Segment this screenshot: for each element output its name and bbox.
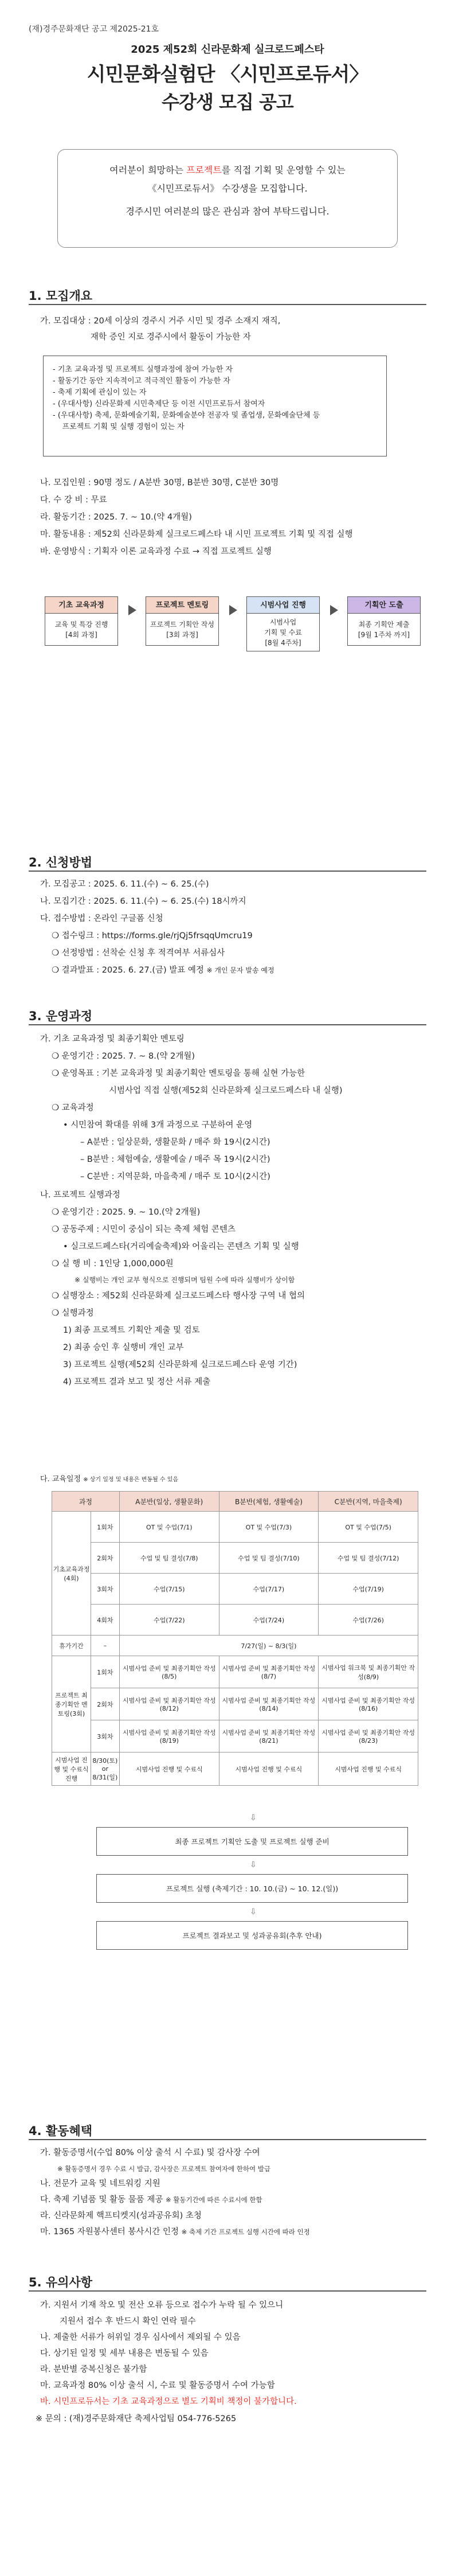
- table-cell: 시범사업 진행 및 수료식: [319, 1753, 418, 1786]
- text-line: 마. 교육과정 80% 이상 출석 시, 수료 및 활동증명서 수여 가능함: [40, 2381, 275, 2390]
- intro-text: 여러분이 희망하는: [109, 165, 186, 175]
- flow-step-head: 시범사업 진행: [246, 596, 320, 614]
- table-header: 과정: [52, 1492, 120, 1512]
- section-divider: [29, 1024, 426, 1025]
- flow-text: [3회 과정]: [166, 630, 198, 639]
- table-cell: 4회차: [91, 1605, 119, 1636]
- note-text: ※ 상기 일정 및 내용은 변동될 수 있음: [83, 1477, 179, 1483]
- text-line: • 시민참여 확대를 위해 3개 과정으로 구분하여 운영: [63, 1121, 253, 1130]
- intro-text: 를 직접 기획 및 운영할 수 있는: [221, 165, 346, 175]
- text-line: 가. 활동증명서(수업 80% 이상 출석 시 수료) 및 감사장 수여: [40, 2148, 260, 2157]
- eligibility-box: [43, 356, 387, 456]
- intro-line2: 《시민프로듀서》 수강생을 모집합니다.: [147, 183, 308, 194]
- table-cell: 시범사업 준비 및 최종기획안 작성(8/12): [119, 1688, 219, 1720]
- intro-highlight: 프로젝트: [186, 165, 222, 175]
- table-row: [52, 1512, 418, 1543]
- table-cell: 시범사업 준비 및 최종기획안 작성(8/5): [119, 1656, 219, 1688]
- table-cell: 시범사업 준비 및 최종기획안 작성(8/7): [219, 1656, 319, 1688]
- text-line: 다. 접수방법 : 온라인 구글폼 신청: [40, 914, 163, 923]
- arrow-down-icon: ⇩: [250, 1813, 257, 1822]
- table-cell: 7/27(일) ~ 8/3(일): [119, 1636, 418, 1656]
- table-cell: 수업 및 팀 결성(7/8): [119, 1543, 219, 1574]
- section-divider: [29, 304, 426, 305]
- process-step: 최종 프로젝트 기획안 도출 및 프로젝트 실행 준비: [96, 1827, 408, 1856]
- table-cell: 수업(7/15): [119, 1574, 219, 1605]
- text-line: 가. 기초 교육과정 및 최종기획안 멘토링: [40, 1035, 185, 1044]
- table-cell: OT 및 수업(7/3): [219, 1512, 319, 1543]
- table-row: [52, 1574, 418, 1605]
- title-line2: 시민문화실험단 〈시민프로듀서〉: [87, 63, 368, 86]
- text-line: ❍ 결과발표 : 2025. 6. 27.(금) 발표 예정: [52, 966, 204, 975]
- text-line: 3) 프로젝트 실행(제52회 신라문화제 실크로드페스타 운영 기간): [63, 1360, 297, 1369]
- arrow-down-icon: ⇩: [250, 1907, 257, 1917]
- table-row: [52, 1605, 418, 1636]
- table-cell: 8/30(토) or 8/31(일): [91, 1753, 119, 1786]
- caption-text: 다. 교육일정: [40, 1475, 81, 1484]
- apply-link[interactable]: ❍ 접수링크 : https://forms.gle/rjQj5frsqqUmcru19: [52, 931, 253, 940]
- text-line: 4) 프로젝트 결과 보고 및 정산 서류 제출: [63, 1377, 211, 1387]
- table-cell: 3회차: [91, 1574, 119, 1605]
- title-line3: 수강생 모집 공고: [162, 91, 293, 113]
- table-cell: 1회차: [91, 1656, 119, 1688]
- warning-text: 바. 시민프로듀서는 기초 교육과정으로 별도 기획비 책정이 불가합니다.: [40, 2397, 297, 2406]
- intro-line1: [58, 161, 397, 179]
- notice-number: (재)경주문화재단 공고 제2025-21호: [29, 25, 159, 34]
- arrow-down-icon: ⇩: [250, 1860, 257, 1869]
- section-title: 4. 활동혜택: [29, 2124, 93, 2138]
- arrow-right-icon: [128, 605, 136, 615]
- text-line: 라. 신라문화제 핵프티켓지(성과공유회) 초청: [40, 2211, 202, 2220]
- table-row: [52, 1543, 418, 1574]
- text-line: • 실크로드페스타(거리예술축제)와 어울리는 콘텐츠 기획 및 실행: [63, 1242, 299, 1251]
- table-cell: 시범사업 진행 및 수료식: [219, 1753, 319, 1786]
- section-title: 3. 운영과정: [29, 1009, 93, 1023]
- table-cell: 수업(7/26): [319, 1605, 418, 1636]
- table-cell: 시범사업 워크북 및 최종기획안 작성(8/9): [319, 1656, 418, 1688]
- flow-text: 교육 및 특강 진행: [54, 620, 108, 629]
- flow-text: [8월 4주차]: [265, 638, 301, 647]
- list-item: - 축제 기획에 관심이 있는 자: [53, 388, 147, 397]
- arrow-right-icon: [229, 605, 237, 615]
- flow-text: 기획 및 수료: [264, 628, 302, 637]
- process-step: 프로젝트 결과보고 및 성과공유회(추후 안내): [96, 1921, 408, 1950]
- flow-step-body: [246, 614, 320, 651]
- flow-step-body: [45, 614, 118, 646]
- text-line: [52, 963, 274, 977]
- table-cell: 시범사업 준비 및 최종기획안 작성(8/19): [119, 1720, 219, 1753]
- table-row: [52, 1636, 418, 1656]
- text-line: 라. 활동기간 : 2025. 7. ~ 10.(약 4개월): [40, 513, 192, 522]
- intro-box: [57, 149, 398, 248]
- table-caption: [40, 1473, 178, 1487]
- text-line: ❍ 선정방법 : 선착순 신청 후 적격여부 서류심사: [52, 949, 225, 958]
- title-line1: 2025 제52회 신라문화제 실크로드페스타: [131, 44, 324, 56]
- process-step: 프로젝트 실행 (축제기간 : 10. 10.(금) ~ 10. 12.(일)): [96, 1874, 408, 1903]
- table-cell: 수업(7/22): [119, 1605, 219, 1636]
- flow-text: [4회 과정]: [65, 630, 97, 639]
- section-title: 2. 신청방법: [29, 856, 93, 869]
- note-text: ※ 활동기간에 따른 수료시에 한함: [165, 2196, 262, 2204]
- text-line: 다. 축제 기념품 및 활동 물품 제공: [40, 2195, 163, 2204]
- list-item: - 활동기간 동안 지속적이고 적극적인 활동이 가능한 자: [53, 377, 230, 385]
- row-group-label: 시범사업 진행 및 수료식 진행: [52, 1753, 91, 1786]
- table-cell: 시범사업 준비 및 최종기획안 작성(8/16): [319, 1688, 418, 1720]
- text-line: ❍ 실행장소 : 제52회 신라문화제 실크로드페스타 행사장 구역 내 협의: [52, 1291, 305, 1301]
- table-cell: 시범사업 준비 및 최종기획안 작성(8/14): [219, 1688, 319, 1720]
- table-row: [52, 1753, 418, 1786]
- table-cell: 수업(7/17): [219, 1574, 319, 1605]
- text-line: ❍ 실행과정: [52, 1309, 94, 1318]
- text-line: – A분반 : 일상문화, 생활문화 / 매주 화 19시(2시간): [80, 1138, 270, 1147]
- text-line: 가. 모집공고 : 2025. 6. 11.(수) ~ 6. 25.(수): [40, 880, 209, 889]
- flow-step-head: 기획안 도출: [347, 596, 421, 614]
- contact-info: ※ 문의 : (재)경주문화재단 축제사업팀 054-776-5265: [36, 2414, 237, 2423]
- text-line: 2) 최종 승인 후 실행비 개인 교부: [63, 1343, 184, 1352]
- flow-step-basic: [45, 596, 118, 671]
- text-line: 나. 전문가 교육 및 네트워킹 지원: [40, 2179, 160, 2188]
- text-line: 다. 상기된 일정 및 세부 내용은 변동될 수 있음: [40, 2349, 209, 2358]
- table-cell: 수업 및 팀 결성(7/12): [319, 1543, 418, 1574]
- table-row: [52, 1720, 418, 1753]
- list-item: 프로젝트 기획 및 실행 경험이 있는 자: [53, 423, 185, 431]
- flow-step-head: 기초 교육과정: [45, 596, 118, 614]
- table-cell: –: [91, 1636, 119, 1656]
- flow-text: 최종 기획안 제출: [358, 620, 410, 629]
- row-group-label: 프로젝트 최종기획안 멘토링(3회): [52, 1656, 91, 1753]
- text-line: ❍ 운영기간 : 2025. 9. ~ 10.(약 2개월): [52, 1208, 201, 1217]
- text-line: 가. 지원서 기재 착오 및 전산 오류 등으로 접수가 누락 될 수 있으니: [40, 2301, 284, 2310]
- table-cell: 2회차: [91, 1543, 119, 1574]
- text-line: ❍ 운영목표 : 기본 교육과정 및 최종기획안 멘토링을 통해 실현 가능한: [52, 1069, 305, 1078]
- table-cell: 시범사업 진행 및 수료식: [119, 1753, 219, 1786]
- note-text: ※ 개인 문자 발송 예정: [206, 966, 274, 974]
- intro-line3: 경주시민 여러분의 많은 관심과 참여 부탁드립니다.: [125, 206, 330, 217]
- title-block: [0, 41, 455, 114]
- text-line: 가. 모집대상 : 20세 이상의 경주시 거주 시민 및 경주 소재지 재직,: [40, 317, 281, 326]
- flow-step-body: [146, 614, 219, 646]
- flow-text: [9월 1주차 까지]: [358, 630, 410, 639]
- flow-step-head: 프로젝트 멘토링: [146, 596, 219, 614]
- text-line: ❍ 공동주제 : 시민이 중심이 되는 축제 체험 콘텐츠: [52, 1225, 236, 1234]
- text-line: 1) 최종 프로젝트 기획안 제출 및 검토: [63, 1326, 200, 1335]
- note-text: ※ 축제 기간 프로젝트 실행 시간에 따라 인정: [181, 2228, 310, 2236]
- section-divider: [29, 2139, 426, 2140]
- text-line: 나. 제출한 서류가 허위일 경우 심사에서 제외될 수 있음: [40, 2333, 241, 2342]
- text-line: [40, 2225, 310, 2239]
- flow-text: 프로젝트 기획안 작성: [150, 620, 214, 629]
- table-header: A분반(일상, 생활문화): [119, 1492, 219, 1512]
- list-item: - (우대사항) 축제, 문화예술기획, 문화예술분야 전공자 및 졸업생, 문화예술단체 등: [53, 411, 320, 420]
- schedule-table: [52, 1491, 418, 1786]
- text-line: 다. 수 강 비 : 무료: [40, 495, 107, 505]
- table-cell: 시범사업 준비 및 최종기획안 작성(8/21): [219, 1720, 319, 1753]
- table-row: [52, 1656, 418, 1688]
- arrow-right-icon: [330, 605, 338, 615]
- text-line: 나. 프로젝트 실행과정: [40, 1191, 120, 1200]
- list-item: - 기초 교육과정 및 프로젝트 실행과정에 참여 가능한 자: [53, 365, 233, 374]
- table-header: B분반(체험, 생활예술): [219, 1492, 319, 1512]
- text-line: ❍ 교육과정: [52, 1103, 94, 1113]
- flow-step-mentoring: [146, 596, 219, 671]
- note-text: ※ 실행비는 개인 교부 형식으로 진행되며 팀원 수에 따라 실행비가 상이함: [74, 1276, 295, 1284]
- table-header-row: [52, 1492, 418, 1512]
- section-title: 1. 모집개요: [29, 289, 93, 303]
- text-line: 재학 증인 지로 경주시에서 활동이 가능한 자: [91, 333, 251, 342]
- text-line: 지원서 접수 후 반드시 확인 연락 필수: [60, 2317, 196, 2326]
- text-line: 나. 모집기간 : 2025. 6. 11.(수) ~ 6. 25.(수) 18시까지: [40, 897, 246, 906]
- flow-step-final: [347, 596, 421, 671]
- row-group-label: 휴가기간: [52, 1636, 91, 1656]
- flow-text: 시범사업: [269, 618, 297, 626]
- text-line: – C분반 : 지역문화, 마을축제 / 매주 토 10시(2시간): [80, 1172, 270, 1181]
- table-row: [52, 1688, 418, 1720]
- text-line: 마. 활동내용 : 제52회 신라문화제 실크로드페스타 내 시민 프로젝트 기획 및 직접 실행: [40, 530, 353, 539]
- table-cell: 수업 및 팀 결성(7/10): [219, 1543, 319, 1574]
- table-header: C분반(지역, 마을축제): [319, 1492, 418, 1512]
- text-line: 마. 1365 자원봉사센터 봉사시간 인정: [40, 2227, 179, 2237]
- table-cell: 수업(7/19): [319, 1574, 418, 1605]
- table-cell: OT 및 수업(7/1): [119, 1512, 219, 1543]
- flow-step-body: [347, 614, 421, 646]
- text-line: 바. 운영방식 : 기획자 이론 교육과정 수료 → 직접 프로젝트 실행: [40, 547, 272, 556]
- list-item: - (우대사항) 신라문화제 시민축제단 등 이전 시민프로듀서 참여자: [53, 400, 265, 408]
- table-cell: OT 및 수업(7/5): [319, 1512, 418, 1543]
- text-line: 나. 모집인원 : 90명 정도 / A분반 30명, B분반 30명, C분반 30명: [40, 478, 279, 487]
- note-text: ※ 활동증명서 경우 수료 시 발급, 감사장은 프로젝트 참여자에 한하여 발급: [57, 2165, 271, 2173]
- section-title: 5. 유의사항: [29, 2276, 93, 2289]
- text-line: ❍ 실 행 비 : 1인당 1,000,000원: [52, 1259, 174, 1269]
- section-divider: [29, 871, 426, 872]
- table-cell: 2회차: [91, 1688, 119, 1720]
- table-cell: 1회차: [91, 1512, 119, 1543]
- table-cell: 3회차: [91, 1720, 119, 1753]
- text-line: ❍ 운영기간 : 2025. 7. ~ 8.(약 2개월): [52, 1052, 195, 1061]
- section-divider: [29, 2290, 426, 2292]
- row-group-label: 기초교육과정(4회): [52, 1512, 91, 1636]
- table-cell: 수업(7/24): [219, 1605, 319, 1636]
- flow-step-pilot: [246, 596, 320, 671]
- text-line: [40, 2193, 262, 2207]
- text-line: 시범사업 직접 실행(제52회 신라문화제 실크로드페스타 내 실행): [109, 1086, 343, 1095]
- text-line: 라. 분반별 중복신청은 불가함: [40, 2365, 147, 2374]
- table-cell: 시범사업 준비 및 최종기획안 작성(8/23): [319, 1720, 418, 1753]
- text-line: – B분반 : 체험예술, 생활예술 / 매주 목 19시(2시간): [80, 1155, 270, 1164]
